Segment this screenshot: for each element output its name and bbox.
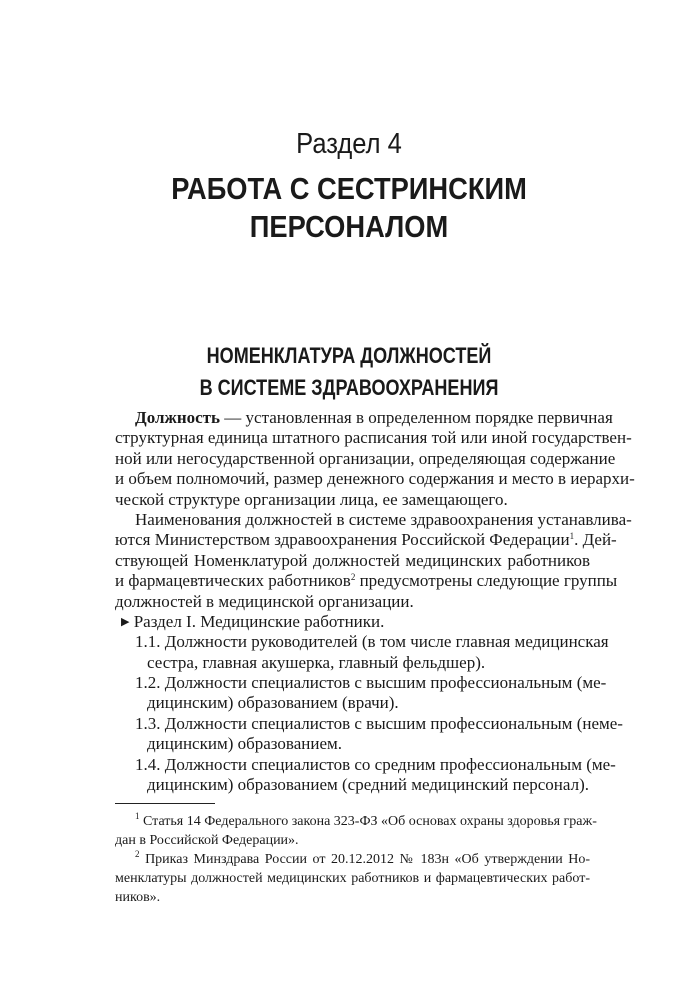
paragraph-line: структурная единица штатного расписания той или иной государствен- [115, 428, 632, 448]
footnote-ref[interactable]: 2 [350, 572, 356, 583]
subsection-title [63, 340, 635, 404]
paragraph-line [115, 571, 618, 591]
footnote-line: менклатуры должностей медицинских работников и фармацевтических работ- [115, 871, 590, 886]
bullet-item [115, 612, 590, 632]
paragraph-line: и объем полномочий, размер денежного содержания и место в иерархи- [115, 469, 635, 489]
subsection-title-line: В СИСТЕМЕ ЗДРАВООХРАНЕНИЯ [199, 375, 499, 400]
list-item-line: дицинским) образованием. [147, 734, 343, 754]
text: Раздел I. Медицинские работники. [133, 611, 385, 631]
list-item-line: дицинским) образованием (врачи). [147, 693, 399, 713]
body-text [115, 408, 635, 795]
footnote-line [115, 850, 590, 869]
list-item-line: 1.2. Должности специалистов с высшим профессиональным (ме- [135, 673, 607, 693]
section-title-line: ПЕРСОНАЛОМ [249, 209, 449, 244]
list-item-line: 1.3. Должности специалистов с высшим профессиональным (неме- [135, 713, 623, 733]
list-item-line: 1.4. Должности специалистов со средним профессиональным (ме- [135, 754, 616, 774]
paragraph-line: ной или негосударственной организации, определяющая содержание [115, 448, 616, 468]
paragraph-line [115, 530, 617, 550]
section-number: Раздел 4 [296, 128, 402, 160]
footnote-line [115, 811, 597, 831]
subsection-title-line: НОМЕНКЛАТУРА ДОЛЖНОСТЕЙ [206, 343, 492, 368]
text: предусмотрены следующие группы [355, 571, 618, 591]
paragraph-line: ствующей Номенклатурой должностей медицинских работников [115, 550, 590, 570]
text: — установленная в определенном порядке первичная [220, 408, 613, 427]
section-title [42, 170, 656, 246]
footnote-mark: 1 [135, 811, 140, 821]
text: Статья 14 Федерального закона 323-ФЗ «Об основах охраны здоровья граж- [143, 814, 597, 829]
text: ются Министерством здравоохранения Российской Федерации [115, 530, 570, 550]
text: Приказ Минздрава России от 20.12.2012 № 183н «Об утверждении Но- [145, 852, 591, 867]
footnotes [115, 811, 597, 907]
text: и фармацевтических работников [115, 571, 351, 591]
paragraph-line: должностей в медицинской организации. [115, 591, 414, 611]
list-item-line: дицинским) образованием (средний медицинский персонал). [147, 775, 589, 795]
footnote-line: ников». [115, 890, 161, 905]
list-item-line: сестра, главная акушерка, главный фельдшер). [147, 652, 486, 672]
defined-term: Должность [135, 408, 221, 427]
footnote-divider [115, 803, 215, 804]
paragraph-line: Наименования должностей в системе здравоохранения устанавлива- [135, 509, 632, 529]
text: . Дей- [574, 530, 617, 550]
paragraph-line: ческой структуре организации лица, ее замещающего. [115, 489, 508, 509]
list-item-line: 1.1. Должности руководителей (в том числе главная медицинская [135, 632, 609, 652]
triangle-bullet-icon: ▶ [121, 615, 130, 628]
footnote-mark: 2 [135, 849, 140, 859]
paragraph-line [115, 408, 613, 428]
footnote-ref[interactable]: 1 [569, 531, 575, 542]
section-title-line: РАБОТА С СЕСТРИНСКИМ [171, 171, 527, 206]
footnote-line: дан в Российской Федерации». [115, 833, 299, 848]
